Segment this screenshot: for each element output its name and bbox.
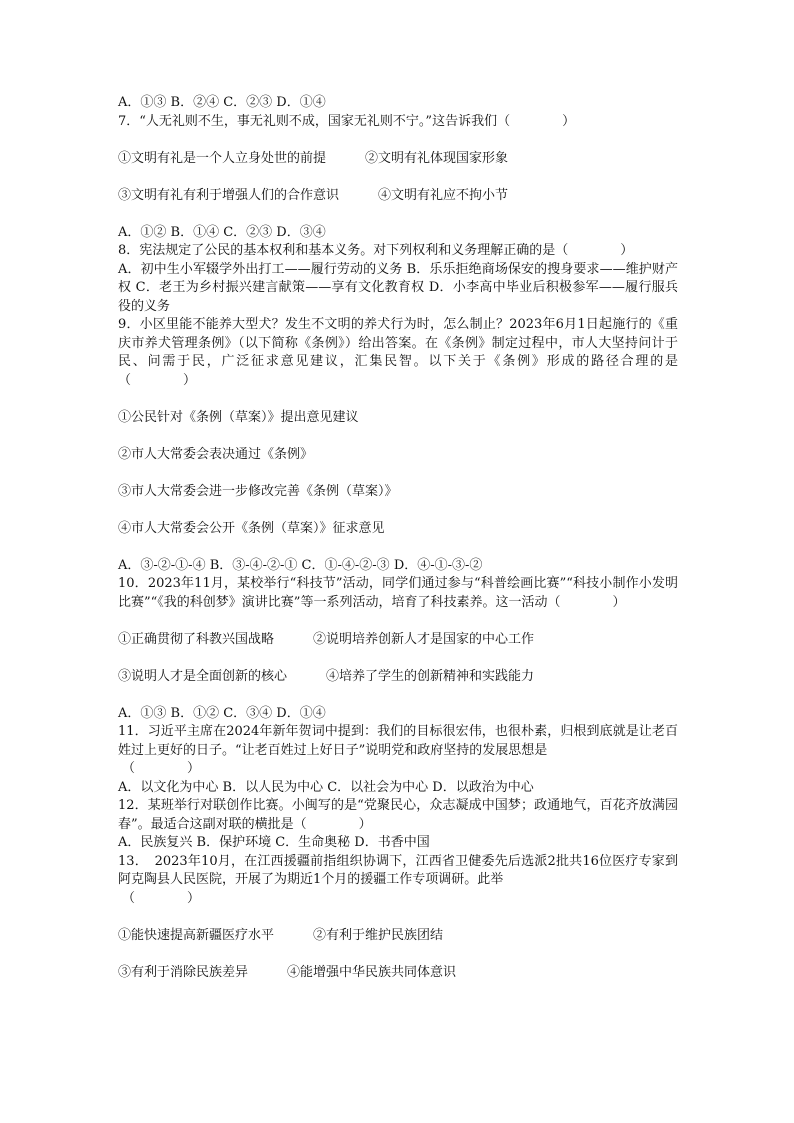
q7-option-line-2: ③文明有礼有利于增强人们的合作意识 ④文明有礼应不拘小节 — [118, 187, 509, 203]
q9-stem: 9．小区里能不能养大型犬？发生不文明的养犬行为时，怎么制止？2023年6月1日起施行的《重庆市养犬管理条例》（以下简称《条例》）给出答案。在《条例》制定过程中，市人大坚持问计于民、问需于民，广泛征求意见建议，汇集民智。以下关于《条例》形成的路径合理的是（ ） — [118, 317, 678, 388]
q9-option-2: ②市人大常委会表决通过《条例》 — [118, 446, 314, 462]
q10-stem: 10．2023年11月，某校举行“科技节”活动，同学们通过参与“科普绘画比赛”“科技小制作小发明比赛”“《我的科创梦》演讲比赛”等一系列活动，培育了科技素养。这一活动（ ） — [118, 576, 678, 610]
q9-option-4: ④市人大常委会公开《条例（草案）》征求意见 — [118, 520, 385, 536]
q7-choices: A．①② B．①④ C．②③ D．③④ — [118, 224, 326, 240]
q9-option-1: ①公民针对《条例（草案）》提出意见建议 — [118, 409, 359, 425]
q10-choices: A．①③ B．①② C．③④ D．①④ — [118, 705, 326, 721]
q9-choices: A．③-②-①-④ B．③-④-②-① C．①-④-②-③ D．④-①-③-② — [118, 557, 483, 573]
q12-stem: 12．某班举行对联创作比赛。小闽写的是“党聚民心，众志凝成中国梦；政通地气，百花齐放满园春”。最适合这副对联的横批是（ ） — [118, 798, 678, 832]
q13-stem: 13． 2023年10月，在江西援疆前指组织协调下，江西省卫健委先后选派2批共16位医疗专家到阿克陶县人民医院，开展了为期近1个月的援疆工作专项调研。此举 — [118, 853, 678, 887]
q8-stem: 8．宪法规定了公民的基本权利和基本义务。对下列权利和义务理解正确的是（ ） — [118, 243, 634, 258]
q6-choices: A．①③ B．②④ C．②③ D．①④ — [118, 95, 326, 110]
q8-choices: A．初中生小军辍学外出打工——履行劳动的义务 B．乐乐拒绝商场保安的搜身要求——维护财产权 C．老王为乡村振兴建言献策——享有文化教育权 D．小李高中毕业后积极参军——履行服兵役的义务 — [118, 261, 678, 314]
q11-answer-bracket: （ ） — [122, 761, 201, 776]
exam-page — [118, 94, 678, 982]
q11-choices: A．以文化为中心 B．以人民为中心 C．以社会为中心 D．以政治为中心 — [118, 779, 534, 795]
q7-option-line-1: ①文明有礼是一个人立身处世的前提 ②文明有礼体现国家形象 — [118, 150, 509, 166]
q11-stem: 11．习近平主席在2024年新年贺词中提到：我们的目标很宏伟，也很朴素，归根到底就是让老百姓过上更好的日子。“让老百姓过上好日子”说明党和政府坚持的发展思想是 — [118, 724, 678, 758]
q10-option-line-2: ③说明人才是全面创新的核心 ④培养了学生的创新精神和实践能力 — [118, 668, 535, 684]
q13-option-line-1: ①能快速提高新疆医疗水平 ②有利于维护民族团结 — [118, 927, 444, 943]
q7-stem: 7．“人无礼则不生，事无礼则不成，国家无礼则不宁。”这告诉我们（ ） — [118, 113, 576, 129]
q10-option-line-1: ①正确贯彻了科教兴国战略 ②说明培养创新人才是国家的中心工作 — [118, 631, 535, 647]
q13-answer-bracket: （ ） — [122, 890, 201, 906]
q13-option-line-2: ③有利于消除民族差异 ④能增强中华民族共同体意识 — [118, 964, 457, 980]
q12-choices: A．民族复兴 B．保护环境 C．生命奥秘 D．书香中国 — [118, 835, 430, 850]
q9-option-3: ③市人大常委会进一步修改完善《条例（草案）》 — [118, 483, 398, 499]
